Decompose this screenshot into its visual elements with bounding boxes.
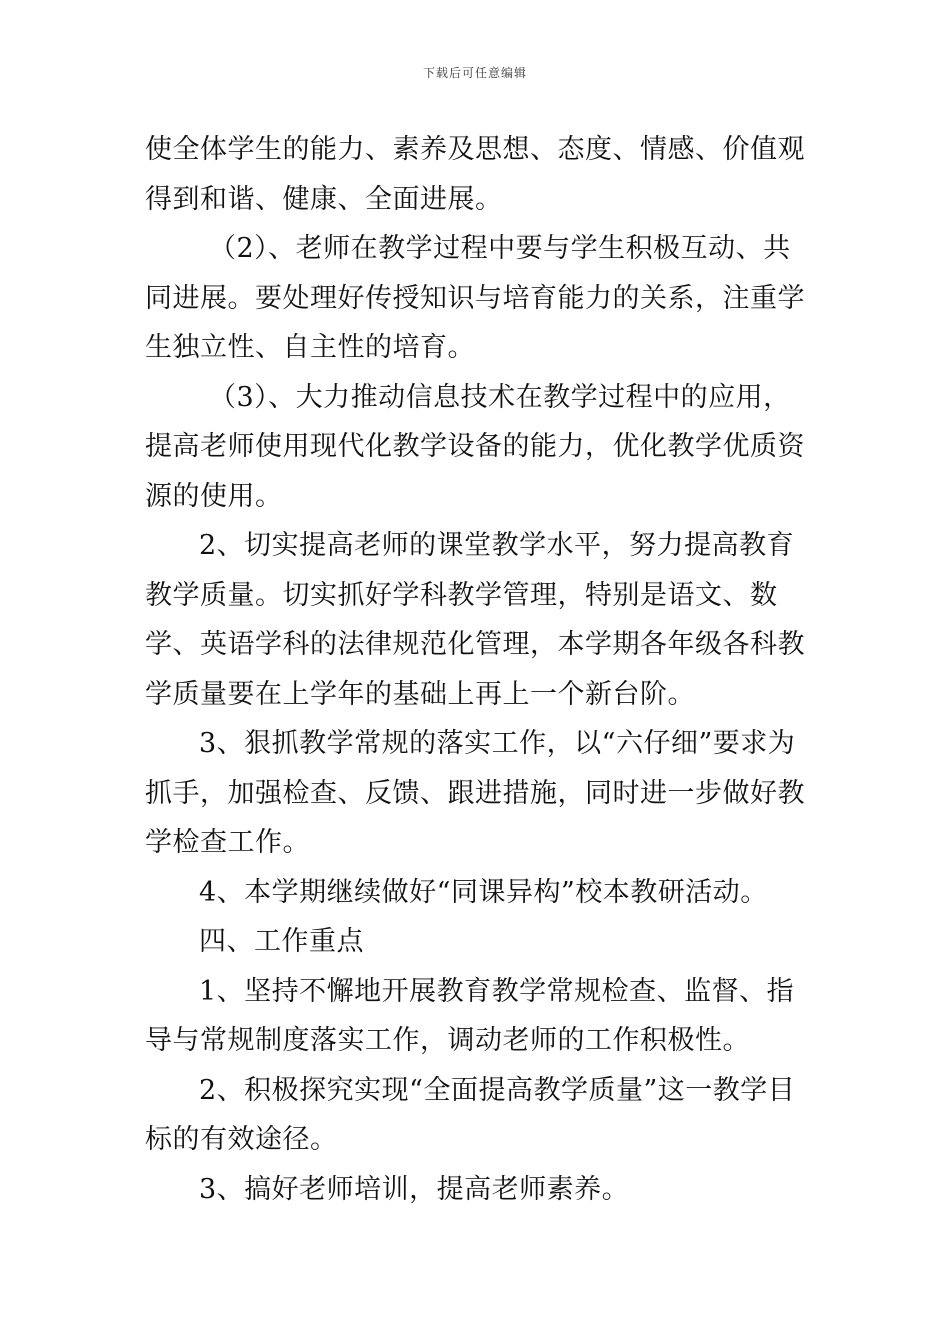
- paragraph-6: 4、本学期继续做好“同课异构”校本教研活动。: [199, 876, 768, 908]
- document-body: [145, 125, 810, 1214]
- page-header: 下载后可任意编辑: [422, 66, 527, 80]
- paragraph-8: 1、坚持不懈地开展教育教学常规检查、监督、指导与常规制度落实工作，调动老师的工作积极性。: [145, 975, 795, 1056]
- paragraph-1: 使全体学生的能力、素养及思想、态度、情感、价值观得到和谐、健康、全面进展。: [145, 134, 805, 215]
- paragraph-9: 2、积极探究实现“全面提高教学质量”这一教学目标的有效途径。: [145, 1074, 796, 1155]
- paragraph-10: 3、搞好老师培训，提高老师素养。: [199, 1173, 630, 1205]
- paragraph-3: （3）、大力推动信息技术在教学过程中的应用，提高老师使用现代化教学设备的能力，优化教学优质资源的使用。: [145, 381, 805, 512]
- paragraph-5: 3、狠抓教学常规的落实工作，以“六仔细”要求为抓手，加强检查、反馈、跟进措施，同时进一步做好教学检查工作。: [145, 728, 805, 858]
- section-heading: 四、工作重点: [199, 926, 364, 957]
- paragraph-4: 2、切实提高老师的课堂教学水平，努力提高教育教学质量。切实抓好学科教学管理，特别是语文、数学、英语学科的法律规范化管理，本学期各年级各科教学质量要在上学年的基础上再上一个新台阶。: [145, 530, 805, 710]
- paragraph-2: （2）、老师在教学过程中要与学生积极互动、共同进展。要处理好传授知识与培育能力的关系，注重学生独立性、自主性的培育。: [145, 233, 805, 363]
